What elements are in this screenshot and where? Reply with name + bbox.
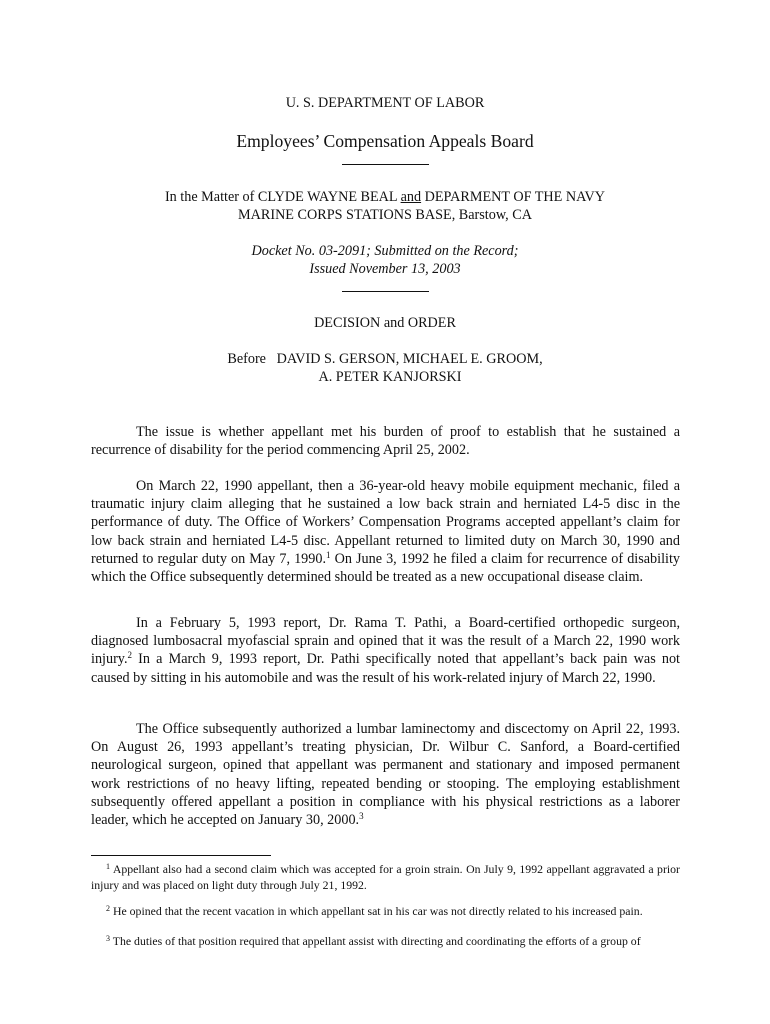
- paragraph-surgery: [91, 720, 680, 829]
- paragraph-text: The Office subsequently authorized a lumbar laminectomy and discectomy on April 22, 1993. On August 26, 1993 appellant’s treating physician, Dr. Wilbur C. Sanford, a Board-certified neurological surgeon, opined that appellant was permanent and stationary and imposed permanent work restrictions of no heavy lifting, repeated bending or stooping. The employing establishment subsequently offered appellant a position in compliance with his physical restrictions as a laborer leader, which he accepted on January 30, 2000.: [91, 721, 680, 829]
- paragraph-issue: The issue is whether appellant met his burden of proof to establish that he sustained a recurrence of disability for the period commencing April 25, 2002.: [91, 424, 680, 459]
- footnote-3: [91, 934, 680, 950]
- matter-agency: DEPARMENT OF THE NAVY: [424, 189, 606, 205]
- matter-caption: [0, 189, 770, 206]
- title-divider: [342, 164, 429, 165]
- paragraph-pathi-report: [91, 614, 680, 687]
- footnote-number: 1: [106, 862, 110, 871]
- footnote-ref-3: 3: [359, 811, 364, 822]
- issued-date: Issued November 13, 2003: [309, 261, 461, 277]
- paragraph-text: On June 3, 1992 he filed a claim for recurrence of disability which the Office subsequently determined should be treated as a new occupational disease claim.: [91, 550, 681, 586]
- footnote-2: [91, 904, 680, 920]
- matter-location: MARINE CORPS STATIONS BASE, Barstow, CA: [238, 207, 532, 223]
- paragraph-background: [91, 477, 680, 586]
- decision-heading: DECISION and ORDER: [314, 315, 456, 331]
- paragraph-text: In a March 9, 1993 report, Dr. Pathi specifically noted that appellant’s back pain was not caused by sitting in his automobile and was the result of his work-related injury of March 22, 1990.: [91, 651, 680, 686]
- docket-divider: [342, 291, 429, 292]
- docket-line: Docket No. 03-2091; Submitted on the Record;: [251, 243, 519, 259]
- footnote-ref-1: 1: [326, 549, 331, 560]
- footnote-1: [91, 862, 680, 893]
- footnote-text: He opined that the recent vacation in which appellant sat in his car was not directly related to his increased pain.: [112, 904, 643, 918]
- panel-line-2: A. PETER KANJORSKI: [318, 369, 462, 385]
- before-label: Before: [227, 351, 266, 367]
- footnote-text: Appellant also had a second claim which was accepted for a groin strain. On July 9, 1992 appellant aggravated a prior injury and was placed on light duty through July 21, 1992.: [91, 862, 680, 892]
- footnote-divider: [91, 855, 271, 856]
- footnote-text: The duties of that position required that appellant assist with directing and coordinating the efforts of a group of: [112, 934, 641, 948]
- department-heading: U. S. DEPARTMENT OF LABOR: [285, 95, 485, 111]
- panel-members: [0, 351, 770, 368]
- board-title: Employees’ Compensation Appeals Board: [236, 131, 534, 151]
- footnote-ref-2: 2: [127, 650, 133, 661]
- footnote-number: 2: [106, 904, 110, 913]
- panel-line-1: DAVID S. GERSON, MICHAEL E. GROOM,: [276, 351, 543, 367]
- footnote-number: 3: [106, 934, 110, 943]
- paragraph-text: In a February 5, 1993 report, Dr. Rama T. Pathi, a Board-certified orthopedic surgeon, diagnosed lumbosacral myofascial sprain and opined that it was the result of a March 22, 1990 work injury.: [91, 615, 680, 668]
- matter-conjunction: and: [400, 189, 422, 205]
- matter-parties: In the Matter of CLYDE WAYNE BEAL: [164, 189, 398, 205]
- paragraph-text: On March 22, 1990 appellant, then a 36-year-old heavy mobile equipment mechanic, filed a traumatic injury claim alleging that he sustained a low back strain and herniated L4-5 disc in the performance of duty. The Office of Workers’ Compensation Programs accepted appellant’s claim for low back strain and herniated L4-5 disc. Appellant returned to limited duty on March 30, 1990 and returned to regular duty on May 7, 1990.: [91, 478, 680, 567]
